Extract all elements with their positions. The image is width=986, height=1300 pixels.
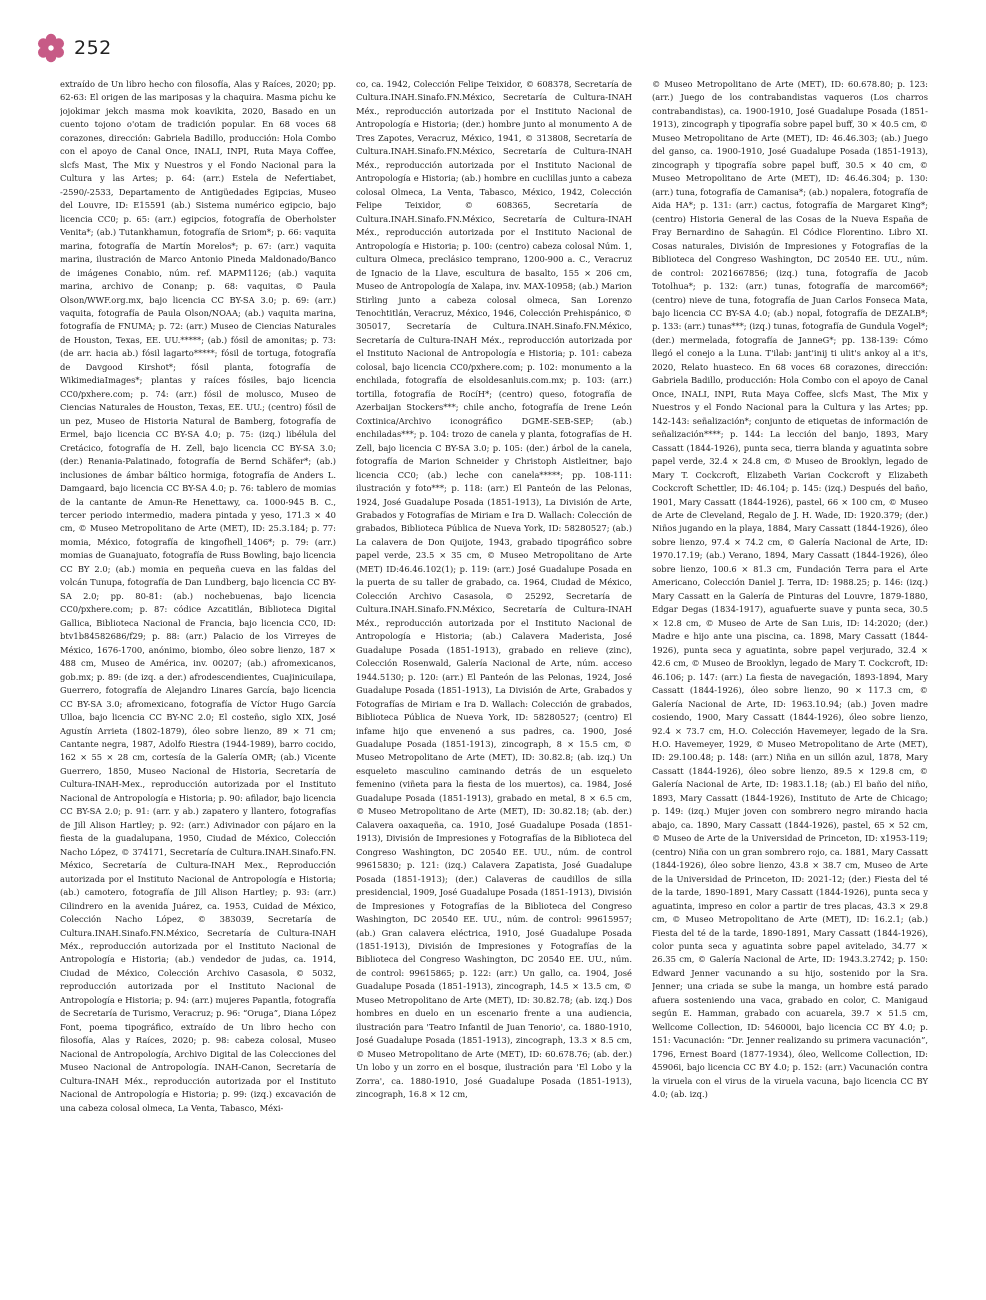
column-3-text: © Museo Metropolitano de Arte (MET), ID: 60.678.80; p. 123: (arr.) Juego de los contrabandistas vaqueros (Los charros contrabandistas), ca. 1900-1910, José Guadalupe Posada (1851-1913), zincograph y tipografía sobre papel buff, 30 × 40.5 cm, © Museo Metropolitano de Arte (MET), ID: 46.46.303; (ab.) Juego del ganso, ca. 1900-1910, José Guadalupe Posada (1851-1913), zincograph y tipografía sobre papel buff, 30.5 × 40 cm, © Museo Metropolitano de Arte (MET), ID: 46.46.304; p. 130: (arr.) tuna, fotografía de Camanisa*; (ab.) nopalera, fotografía de Aida HA*; p. 131: (arr.) cactus, fotografía de Margaret King*; (centro) Historia General de las Cosas de la Nueva España de Fray Bernardino de Sahagún. El Códice Florentino. Libro XI. Cosas naturales, División de Impresiones y Fotografías de la Biblioteca del Congreso Washington, DC 20540 EE. UU., núm. de control: 2021667856; (izq.) tuna, fotografía de Jacob Totolhua*; p. 132: (arr.) tunas, fotografía de marcom66*; (centro) nieve de tuna, fotografía de Juan Carlos Fonseca Mata, bajo licencia CC BY-SA 4.0; (ab.) nopal, fotografía de DEZALB*; p. 133: (arr.) tunas***; (izq.) tunas, fotografía de Gundula Vogel*; (der.) mermelada, fotografía de JanneG*; pp. 138-139: Cómo llegó el conejo a la Luna. T'ilab: jant'inij ti ulit's ankoy al a it's, 2020, Relato huasteco. En 68 voces 68 corazones, dirección: Gabriela Badillo, producción: Hola Combo con el apoyo de Canal Once, INALI, INPI, Ruta Maya Coffee, slcfs Mast, The Mix y Nuestros y el Fondo Nacional para la Cultura y las Artes; pp. 142-143: señalización*; conjunto de etiquetas de información de señalización****; p. 144: La lección del banjo, 1893, Mary Cassatt (1844-1926), punta seca, tierra blanda y aguatinta sobre papel verde, 32.4 × 24.8 cm, © Museo de Brooklyn, legado de Mary T. Cockcroft, Elizabeth Varian Cockcroft y Elizabeth Cockcroft Schettler, ID: 46.104; p. 145: (izq.) Después del baño, 1901, Mary Cassatt (1844-1926), pastel, 66 × 100 cm, © Museo de Arte de Cleveland, Regalo de J. H. Wade, ID: 1920.379; (der.) Niños jugando en la playa, 1884, Mary Cassatt (1844-1926), óleo sobre lienzo, 97.4 × 74.2 cm, © Galería Nacional de Arte, ID: 1970.17.19; (ab.) Verano, 1894, Mary Cassatt (1844-1926), óleo sobre lienzo, 100.6 × 81.3 cm, Fundación Terra para el Arte Americano, Colección Daniel J. Terra, ID: 1988.25; p. 146: (izq.) Mary Cassatt en la Galería de Pinturas del Louvre, 1879-1880, Edgar Degas (1834-1917), aguafuerte suave y punta seca, 30.5 × 12.8 cm, © Museo de Arte de San Luis, ID: 14:2020; (der.) Madre e hijo ante una piscina, ca. 1898, Mary Cassatt (1844-1926), punta seca y aguatinta, sobre papel verjurado, 32.4 × 42.6 cm, © Museo de Brooklyn, legado de Mary T. Cockcroft, ID: 46.106; p. 147: (arr.) La fiesta de navegación, 1893-1894, Mary Cassatt (1844-1926), óleo sobre lienzo, 90 × 117.3 cm, © Galería Nacional de Arte, ID: 1963.10.94; (ab.) Joven madre cosiendo, 1900, Mary Cassatt (1844-1926), óleo sobre lienzo, 92.4 × 73.7 cm, H.O. Colección Havemeyer, legado de la Sra. H.O. Havemeyer, 1929, © Museo Metropolitano de Arte (MET), ID: 29.100.48; p. 148: (arr.) Niña en un sillón azul, 1878, Mary Cassatt (1844-1926), óleo sobre lienzo, 89.5 × 129.8 cm, © Galería Nacional de Arte, ID: 1983.1.18; (ab.) El baño del niño, 1893, Mary Cassatt (1844-1926), Instituto de Arte de Chicago; p. 149: (izq.) Mujer joven con sombrero negro mirando hacia abajo, ca. 1890, Mary Cassatt (1844-1926), pastel, 65 × 52 cm, © Museo de Arte de la Universidad de Princeton, ID: x1953-119; (centro) Niña con un gran sombrero rojo, ca. 1881, Mary Cassatt (1844-1926), óleo sobre lienzo, 43.8 × 38.7 cm, Museo de Arte de la Universidad de Princeton, ID: 2021-12; (der.) Fiesta del té de la tarde, 1890-1891, Mary Cassatt (1844-1926), punta seca y aguatinta, impreso en color a partir de tres placas, 43.3 × 29.8 cm, © Museo Metropolitano de Arte (MET), ID: 16.2.1; (ab.) Fiesta del té de la tarde, 1890-1891, Mary Cassatt (1844-1926), color punta seca y aguatinta sobre papel avitelado, 34.77 × 26.35 cm, © Galería Nacional de Arte, ID: 1943.3.2742; p. 150: Edward Jenner vacunando a su hijo, sostenido por la Sra. Jenner; una criada se sube la manga, un hombre está parado afuera sosteniendo una vaca, grabado en color, C. Manigaud según E. Hamman, grabado con acuarela, 39.7 × 51.5 cm, Wellcome Collection, ID: 546000i, bajo licencia CC BY 4.0; p. 151: Vacunación: “Dr. Jenner realizando su primera vacunación”, 1796, Ernest Board (1877-1934), óleo, Wellcome Collection, ID: 45906i, bajo licencia CC BY 4.0; p. 152: (arr.) Vacunación contra la viruela con el virus de la viruela vacuna, bajo licencia CC BY 4.0; (ab. izq.) [652,79,928,1100]
text-column-2 [356,78,632,1290]
text-column-3 [652,78,928,1290]
page-number: 252 [74,37,112,59]
page-header [34,30,112,66]
column-1-text: extraído de Un libro hecho con filosofía, Alas y Raíces, 2020; pp. 62-63: El origen de las mariposas y la chaquira. Masma pichu ke jojokimar jekch masma mok koavikita, 2020, Basado en un cuento tojono o'otam de tradición popular. En 68 voces 68 corazones, dirección: Gabriela Badillo, producción: Hola Combo con el apoyo de Canal Once, INALI, INPI, Ruta Maya Coffee, slcfs Mast, The Mix y Nuestros y el Fondo Nacional para la Cultura y las Artes; p. 64: (arr.) Estela de Nefertiabet, -2590/-2533, Departamento de Antigüedades Egipcias, Museo del Louvre, ID: E15591 (ab.) Sistema numérico egipcio, bajo licencia CC0; p. 65: (arr.) egipcios, fotografía de Oberholster Venita*; (ab.) Tutankhamun, fotografía de Sriom*; p. 66: vaquita marina, fotografía de Martín Morelos*; p. 67: (arr.) vaquita marina, ilustración de Marco Antonio Pineda Maldonado/Banco de imágenes Conabio, núm. ref. MAPM1126; (ab.) vaquita marina, archivo de Conanp; p. 68: vaquitas, © Paula Olson/WWF.org.mx, bajo licencia CC BY-SA 3.0; p. 69: (arr.) vaquita, fotografía de Paula Olson/NOAA; (ab.) vaquita marina, fotografía de FNUMA; p. 72: (arr.) Museo de Ciencias Naturales de Houston, Texas, EE. UU.*****; (ab.) fósil de amonitas; p. 73: (de arr. hacia ab.) fósil lagarto*****; fósil de tortuga, fotografía de Davgood Kirshot*; fósil planta, fotografía de WikimediaImages*; plantas y raíces fósiles, bajo licencia CC0/pxhere.com; p. 74: (arr.) fósil de molusco, Museo de Ciencias Naturales de Houston, Texas, EE. UU.; (centro) fósil de un pez, Museo de Historia Natural de Bamberg, fotografía de Ermel, bajo licencia CC BY-SA 4.0; p. 75: (izq.) libélula del Cretácico, fotografía de H. Zell, bajo licencia CC BY-SA 3.0; (der.) Renania-Palatinado, fotografía de Bernd Schäfer*; (ab.) inclusiones de ámbar báltico hormiga, fotografía de Anders L. Damgaard, bajo licencia CC BY-SA 4.0; p. 76: tablero de momias de la cantante de Amun-Re Henettawy, ca. 1000-945 B. C., tercer periodo intermedio, madera pintada y yeso, 171.3 × 40 cm, © Museo Metropolitano de Arte (MET), ID: 25.3.184; p. 77: momia, México, fotografía de kingofhell_1406*; p. 79: (arr.) momias de Guanajuato, fotografía de Russ Bowling, bajo licencia CC BY 2.0; (ab.) momia en pequeña cueva en las faldas del volcán Tunupa, fotografía de Dan Lundberg, bajo licencia CC BY-SA 2.0; pp. 80-81: (ab.) nochebuenas, bajo licencia CC0/pxhere.com; p. 87: códice Azcatitlán, Biblioteca Digital Gallica, Biblioteca Nacional de Francia, bajo licencia CC0, ID: btv1b84582686/f29; p. 88: (arr.) Palacio de los Virreyes de México, 1676-1700, anónimo, biombo, óleo sobre lienzo, 187 × 488 cm, Museo de América, inv. 00207; (ab.) afromexicanos, gob.mx; p. 89: (de izq. a der.) afrodescendientes, Cuajinicuilapa, Guerrero, fotografía de Alejandro Linares García, bajo licencia CC BY-SA 3.0; afromexicano, fotografía de Víctor Hugo García Ulloa, bajo licencia CC BY-NC 2.0; El costeño, siglo XIX, José Agustín Arrieta (1802-1879), óleo sobre lienzo, 89 × 71 cm; Cantante negra, 1987, Adolfo Riestra (1944-1989), barro cocido, 162 × 55 × 28 cm, cortesía de la Galería OMR; (ab.) Vicente Guerrero, 1850, Museo Nacional de Historia, Secretaría de Cultura-INAH-Mex., reproducción autorizada por el Instituto Nacional de Antropología e Historia; p. 90: afilador, bajo licencia CC BY-SA 2.0; p. 91: (arr. y ab.) zapatero y llantero, fotografías de Jill Alison Hartley; p. 92: (arr.) Adivinador con pájaro en la fiesta de la guadalupana, 1950, Ciudad de México, Colección Nacho López, © 374171, Secretaría de Cultura.INAH.Sinafo.FN. México, Secretaría de Cultura-INAH Mex., Reproducción autorizada por el Instituto Nacional de Antropología e Historia; (ab.) camotero, fotografía de Jill Alison Hartley; p. 93: (arr.) Cilindrero en la avenida Juárez, ca. 1953, Cuidad de México, Colección Nacho López, © 383039, Secretaría de Cultura.INAH.Sinafo.FN.México, Secretaría de Cultura-INAH Méx., reproducción autorizada por el Instituto Nacional de Antropología e Historia; (ab.) vendedor de judas, ca. 1914, Ciudad de México, Colección Archivo Casasola, © 5032, reproducción autorizada por el Instituto Nacional de Antropología e Historia; p. 94: (arr.) mujeres Papantla, fotografía de Secretaría de Turismo, Veracruz; p. 96: “Oruga”, Diana López Font, poema tipográfico, extraído de Un libro hecho con filosofía, Alas y Raíces, 2020; p. 98: cabeza colosal, Museo Nacional de Antropología, Archivo Digital de las Colecciones del Museo Nacional de Antropología. INAH-Canon, Secretaría de Cultura-INAH Méx., reproducción autorizada por el Instituto Nacional de Antropología e Historia; p. 99: (izq.) excavación de una cabeza colosal olmeca, La Venta, Tabasco, Méxi- [60,79,336,1113]
text-columns [60,78,928,1290]
column-2-text: co, ca. 1942, Colección Felipe Teixidor, © 608378, Secretaría de Cultura.INAH.Sinafo.FN.México, Secretaría de Cultura-INAH Méx., reproducción autorizada por el Instituto Nacional de Antropología e Historia; (der.) hombre junto al monumento A de Tres Zapotes, Veracruz, México, 1941, © 313808, Secretaría de Cultura.INAH.Sinafo.FN.México, Secretaría de Cultura-INAH Méx., reproducción autorizada por el Instituto Nacional de Antropología e Historia; (ab.) hombre en cuclillas junto a cabeza colosal Olmeca, La Venta, Tabasco, México, 1942, Colección Felipe Teixidor, © 608365, Secretaría de Cultura.INAH.Sinafo.FN.México, Secretaría de Cultura-INAH Méx., reproducción autorizada por el Instituto Nacional de Antropología e Historia; p. 100: (centro) cabeza colosal Núm. 1, cultura Olmeca, preclásico temprano, 1200-900 a. C., Veracruz de Ignacio de la Llave, escultura de basalto, 155 × 206 cm, Museo de Antropología de Xalapa, inv. MAX-10958; (ab.) Marion Stirling junto a cabeza colosal olmeca, San Lorenzo Tenochtitlán, Veracruz, México, 1946, Colección Prehispánico, © 305017, Secretaría de Cultura.INAH.Sinafo.FN.México, Secretaría de Cultura-INAH Méx., reproducción autorizada por el Instituto Nacional de Antropología e Historia; p. 101: cabeza colosal, bajo licencia CC0/pxhere.com; p. 102: monumento a la enchilada, fotografía de elsoldesanluis.com.mx; p. 103: (arr.) tortilla, fotografía de RocíH*; (centro) queso, fotografía de Azerbaijan Stockers***; chile ancho, fotografía de Irene León Coxtinica/Archivo iconográfico DGME-SEB-SEP; (ab.) enchiladas***; p. 104: trozo de canela y planta, fotografías de H. Zell, bajo licencia C BY-SA 3.0; p. 105: (der.) árbol de la canela, fotografía de Marion Schneider y Christoph Aistleitner, bajo licencia CC0; (ab.) leche con canela*****; pp. 108-111: ilustración y foto***; p. 118: (arr.) El Panteón de las Pelonas, 1924, José Guadalupe Posada (1851-1913), La División de Arte, Grabados y Fotografías de Miriam e Ira D. Wallach: Colección de grabados, Biblioteca Pública de Nueva York, ID: 58280527; (ab.) La calavera de Don Quijote, 1943, grabado tipográfico sobre papel verde, 23.5 × 35 cm, © Museo Metropolitano de Arte (MET) ID:46.46.102(1); p. 119: (arr.) José Guadalupe Posada en la puerta de su taller de grabado, ca. 1964, Ciudad de México, Colección Archivo Casasola, © 25292, Secretaría de Cultura.INAH.Sinafo.FN.México, Secretaría de Cultura-INAH Méx., reproducción autorizada por el Instituto Nacional de Antropología e Historia; (ab.) Calavera Maderista, José Guadalupe Posada (1851-1913), grabado en relieve (zinc), Colección Rosenwald, Galería Nacional de Arte, núm. acceso 1944.5130; p. 120: (arr.) El Panteón de las Pelonas, 1924, José Guadalupe Posada (1851-1913), La División de Arte, Grabados y Fotografías de Miriam e Ira D. Wallach: Colección de grabados, Biblioteca Pública de Nueva York, ID: 58280527; (centro) El infame hijo que envenenó a sus padres, ca. 1900, José Guadalupe Posada (1851-1913), zincograph, 8 × 15.5 cm, © Museo Metropolitano de Arte (MET), ID: 30.82.8; (ab. izq.) Un esqueleto masculino caminando detrás de un esqueleto femenino (viñeta para la fiesta de los muertos), ca. 1984, José Guadalupe Posada (1851-1913), grabado en metal, 8 × 6.5 cm, © Museo Metropolitano de Arte (MET), ID: 30.82.18; (ab. der.) Calavera oaxaqueña, ca. 1910, José Guadalupe Posada (1851-1913), División de Impresiones y Fotografías de la Biblioteca del Congreso Washington, DC 20540 EE. UU., núm. de control 99615830; p. 121: (izq.) Calavera Zapatista, José Guadalupe Posada (1851-1913); (der.) Calaveras de caudillos de silla presidencial, 1909, José Guadalupe Posada (1851-1913), División de Impresiones y Fotografías de la Biblioteca del Congreso Washington, DC 20540 EE. UU., núm. de control: 99615957; (ab.) Gran calavera eléctrica, 1910, José Guadalupe Posada (1851-1913), División de Impresiones y Fotografías de la Biblioteca del Congreso Washington, DC 20540 EE. UU., núm. de control: 99615865; p. 122: (arr.) Un gallo, ca. 1904, José Guadalupe Posada (1851-1913), zincograph, 14.5 × 13.5 cm, © Museo Metropolitano de Arte (MET), ID: 30.82.78; (ab. izq.) Dos hombres en duelo en un escenario frente a una audiencia, ilustración para 'Teatro Infantil de Juan Tenorio', ca. 1880-1910, José Guadalupe Posada (1851-1913), zincograph, 13.3 × 8.5 cm, © Museo Metropolitano de Arte (MET), ID: 60.678.76; (ab. der.) Un lobo y un zorro en el bosque, ilustración para 'El Lobo y la Zorra', ca. 1880-1910, José Guadalupe Posada (1851-1913), zincograph, 16.8 × 12 cm, [356,79,632,1100]
rosette-icon [34,31,68,65]
text-column-1 [60,78,336,1290]
